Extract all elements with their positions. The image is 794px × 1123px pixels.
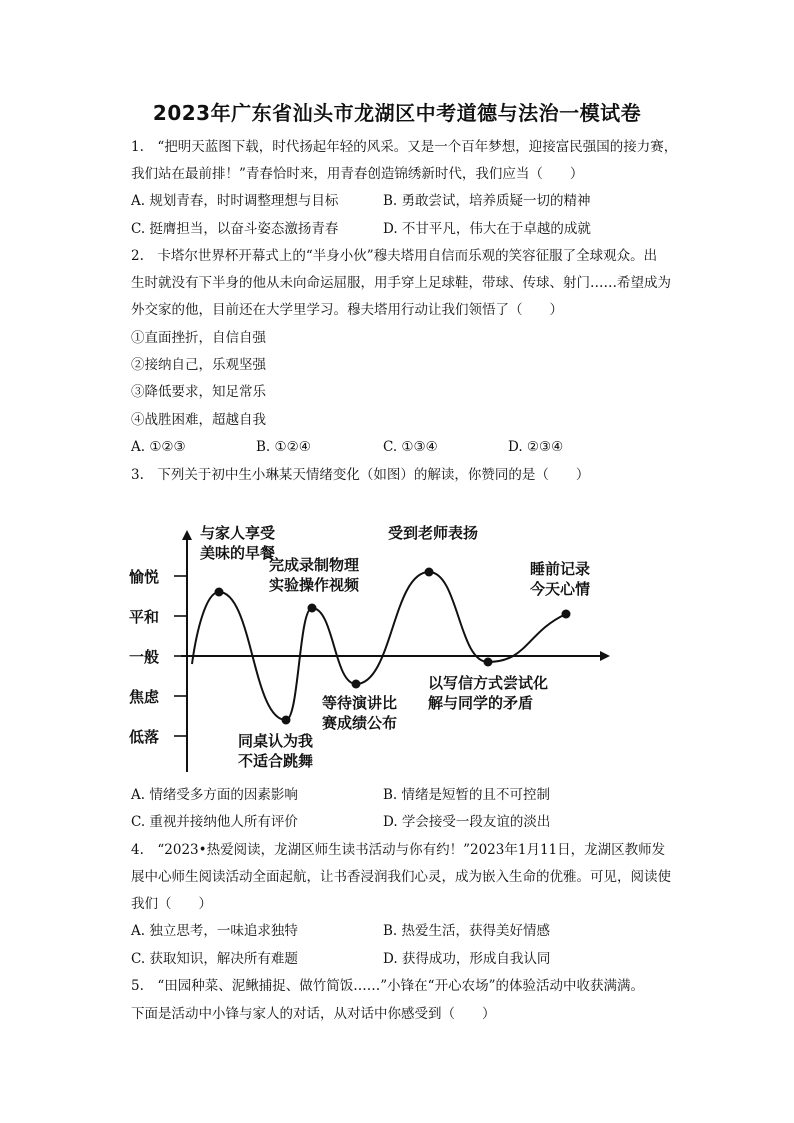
q3-option-b: B. 情绪是短暂的且不可控制 <box>383 787 551 803</box>
q2-stem-line3: 外交家的他，目前还在大学里学习。穆夫塔用行动让我们领悟了（ ） <box>131 302 563 318</box>
event-point <box>215 588 224 597</box>
event-point <box>282 716 291 725</box>
q4-option-c: C. 获取知识，解决所有难题 <box>131 951 298 967</box>
q2-statement-2: ②接纳自己，乐观坚强 <box>131 357 266 373</box>
event-label: 实验操作视频 <box>269 576 360 594</box>
event-point <box>484 658 493 667</box>
q4-stem-line2: 展中心师生阅读活动全面起航，让书香浸润我们心灵，成为嵌入生命的优雅。可见，阅读使 <box>131 869 671 885</box>
event-label: 以写信方式尝试化 <box>428 674 549 692</box>
q3-option-a: A. 情绪受多方面的因素影响 <box>131 787 298 803</box>
event-label: 赛成绩公布 <box>322 714 398 732</box>
event-label: 受到老师表扬 <box>388 524 479 542</box>
q2-statement-1: ①直面挫折，自信自强 <box>131 330 266 346</box>
event-label: 解与同学的矛盾 <box>428 694 534 712</box>
q4-option-a: A. 独立思考，一味追求独特 <box>131 923 298 939</box>
event-label: 完成录制物理 <box>269 556 360 574</box>
y-axis-label: 愉悦 <box>129 568 160 586</box>
exam-title: 2023年广东省汕头市龙湖区中考道德与法治一模试卷 <box>152 101 642 125</box>
q4-stem-line3: 我们（ ） <box>131 896 212 912</box>
q1-option-c: C. 挺膺担当，以奋斗姿态激扬青春 <box>131 221 339 237</box>
q1-stem-line2: 我们站在最前排！”青春恰时来，用青春创造锦绣新时代，我们应当（ ） <box>131 166 584 182</box>
q5-stem-line2: 下面是活动中小锋与家人的对话，从对话中你感受到（ ） <box>131 1006 496 1022</box>
event-point <box>352 680 361 689</box>
event-label: 今天心情 <box>530 580 591 598</box>
event-point <box>308 604 317 613</box>
event-label: 同桌认为我 <box>238 732 314 750</box>
q1-option-b: B. 勇敢尝试，培养质疑一切的精神 <box>383 193 591 209</box>
q2-option-d: D. ②③④ <box>508 439 564 455</box>
y-axis-label: 一般 <box>129 648 160 666</box>
y-axis-label: 焦虑 <box>129 688 160 706</box>
q3-option-c: C. 重视并接纳他人所有评价 <box>131 814 298 830</box>
q2-stem-line1: 2. 卡塔尔世界杯开幕式上的“半身小伙”穆夫塔用自信而乐观的笑容征服了全球观众。出 <box>131 248 658 264</box>
event-label: 美味的早餐 <box>200 544 276 562</box>
q4-stem-line1: 4. “2023•热爱阅读，龙湖区师生读书活动与你有约！”2023年1月11日，龙湖区教师发 <box>131 842 666 858</box>
y-axis-label: 低落 <box>129 728 160 746</box>
q3-stem-line1: 3. 下列关于初中生小琳某天情绪变化（如图）的解读，你赞同的是（ ） <box>131 467 590 483</box>
emotion-curve-figure <box>126 510 616 780</box>
event-label: 与家人享受 <box>200 524 276 542</box>
q4-option-b: B. 热爱生活，获得美好情感 <box>383 923 551 939</box>
q5-stem-line1: 5. “田园种菜、泥鳅捕捉、做竹简饭……”小锋在“开心农场”的体验活动中收获满满。 <box>131 978 644 994</box>
q1-stem-line1: 1. “把明天蓝图下载，时代扬起年轻的风采。又是一个百年梦想，迎接富民强国的接力赛， <box>131 139 678 155</box>
q3-option-d: D. 学会接受一段友谊的淡出 <box>383 814 551 830</box>
event-point <box>562 610 571 619</box>
event-label: 等待演讲比 <box>322 694 398 712</box>
event-label: 不适合跳舞 <box>238 752 314 770</box>
event-point <box>425 568 434 577</box>
q2-statement-4: ④战胜困难，超越自我 <box>131 412 266 428</box>
q2-stem-line2: 生时就没有下半身的他从未向命运屈服，用手穿上足球鞋，带球、传球、射门……希望成为 <box>131 275 671 291</box>
q1-option-a: A. 规划青春，时时调整理想与目标 <box>131 193 339 209</box>
q2-option-b: B. ①②④ <box>256 439 311 455</box>
q2-option-a: A. ①②③ <box>131 439 186 455</box>
q2-option-c: C. ①③④ <box>383 439 438 455</box>
event-label: 睡前记录 <box>530 560 591 578</box>
q2-statement-3: ③降低要求，知足常乐 <box>131 384 266 400</box>
y-axis-label: 平和 <box>129 608 160 626</box>
q4-option-d: D. 获得成功，形成自我认同 <box>383 951 551 967</box>
q1-option-d: D. 不甘平凡，伟大在于卓越的成就 <box>383 221 591 237</box>
